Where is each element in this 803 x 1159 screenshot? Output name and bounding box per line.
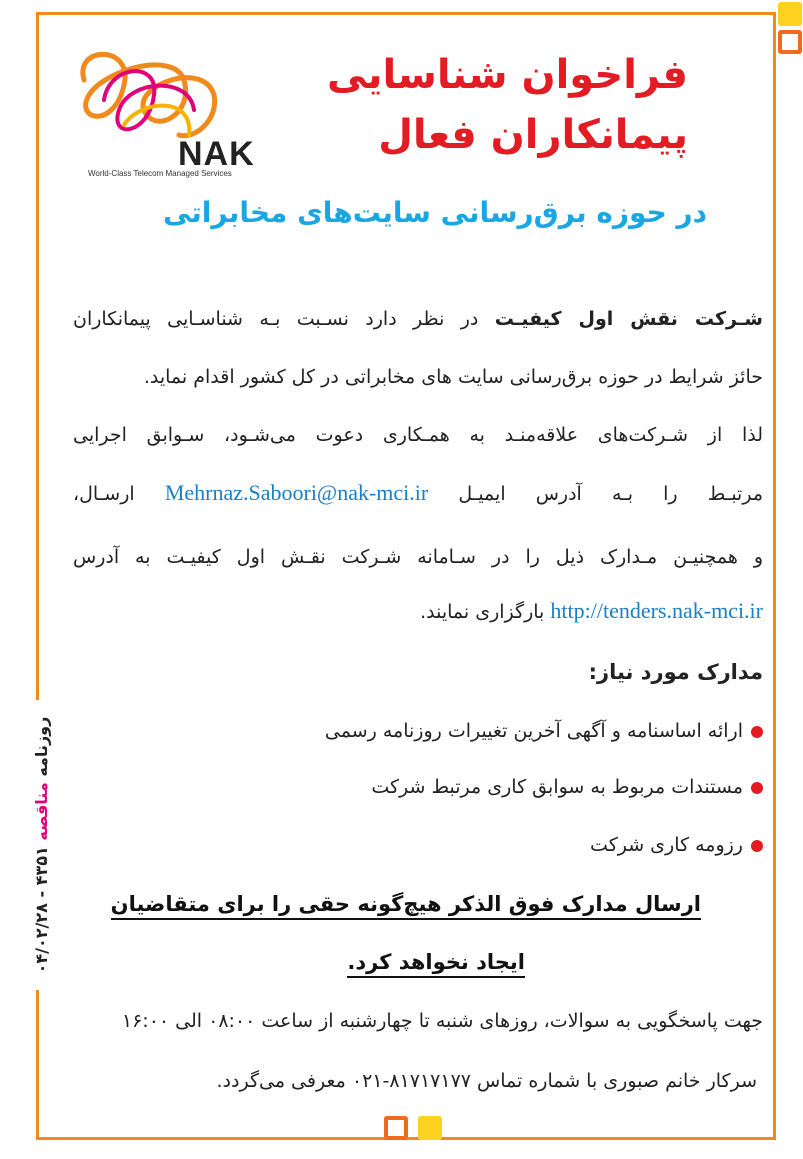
notice-line-2: ایجاد نخواهد کرد. bbox=[347, 950, 525, 978]
email-link[interactable]: Mehrnaz.Saboori@nak-mci.ir bbox=[164, 480, 429, 505]
docs-item-1 bbox=[325, 720, 763, 742]
docs-heading: مدارک مورد نیاز: bbox=[588, 660, 763, 684]
docs-item-2 bbox=[371, 776, 763, 798]
logo-brand: NAK bbox=[178, 135, 255, 173]
body-line-6 bbox=[420, 598, 763, 624]
side-newspaper: روزنامه bbox=[32, 716, 51, 777]
page-title-line2: پیمانکاران فعال bbox=[378, 112, 688, 158]
tenders-url-link[interactable]: http://tenders.nak-mci.ir bbox=[550, 598, 763, 623]
newspaper-side-label bbox=[32, 700, 62, 990]
docs-item-2-text: مستندات مربوط به سوابق کاری مرتبط شرکت bbox=[371, 776, 743, 798]
company-name: شـرکت نقش اول کیفیـت bbox=[494, 308, 763, 330]
body-line-1-text: در نظر دارد نسـبت بـه شناسـایی پیمانکاران bbox=[73, 308, 495, 330]
corner-square-orange-outline bbox=[778, 30, 802, 54]
body-line-6-text: بارگزاری نمایند. bbox=[420, 601, 545, 623]
contact-line-2: سرکار خانم صبوری با شماره تماس ۸۱۷۱۷۱۷۷-۰۲۱ معرفی می‌گردد. bbox=[216, 1070, 757, 1092]
page-title-line1: فراخوان شناسایی bbox=[327, 52, 688, 98]
page-subtitle: در حوزه برق‌رسانی سایت‌های مخابراتی bbox=[162, 196, 707, 229]
docs-item-3-text: رزومه کاری شرکت bbox=[590, 834, 743, 856]
body-line-4 bbox=[73, 480, 763, 506]
docs-item-1-text: ارائه اساسنامه و آگهی آخرین تغییرات روزنامه رسمی bbox=[324, 720, 743, 742]
side-brand: مناقصه bbox=[32, 782, 51, 841]
docs-item-3 bbox=[590, 834, 763, 856]
side-issue: ۴۳۵۱ - ۰۴/۰۲/۲۸ bbox=[32, 846, 51, 974]
body-line-4-b: ارسـال، bbox=[73, 483, 135, 505]
contact-line-1: جهت پاسخگویی به سوالات، روزهای شنبه تا چهارشنبه از ساعت ۰۸:۰۰ الی ۱۶:۰۰ bbox=[121, 1010, 763, 1032]
body-line-4-a: مرتبـط را بـه آدرس ایمیـل bbox=[458, 483, 763, 505]
bullet-dot-icon bbox=[751, 840, 763, 852]
bullet-dot-icon bbox=[751, 726, 763, 738]
notice-line-1: ارسال مدارک فوق الذکر هیچ‌گونه حقی را برای متقاضیان bbox=[111, 892, 701, 920]
body-line-1 bbox=[73, 308, 763, 330]
logo-tagline: World-Class Telecom Managed Services bbox=[88, 169, 232, 178]
body-line-3: لذا از شـرکت‌های علاقه‌منـد به همـکاری دعوت می‌شـود، سـوابق اجرایی bbox=[73, 424, 763, 446]
corner-square-yellow bbox=[778, 2, 802, 26]
body-line-2: حائز شرایط در حوزه برق‌رسانی سایت های مخابراتی در کل کشور اقدام نماید. bbox=[143, 366, 763, 388]
body-line-5: و همچنیـن مـدارک ذیل را در سـامانه شـرکت نقـش اول کیفیـت به آدرس bbox=[73, 546, 763, 568]
bottom-square-orange-outline bbox=[384, 1116, 408, 1140]
bullet-dot-icon bbox=[751, 782, 763, 794]
bottom-square-yellow-fill bbox=[418, 1116, 442, 1140]
